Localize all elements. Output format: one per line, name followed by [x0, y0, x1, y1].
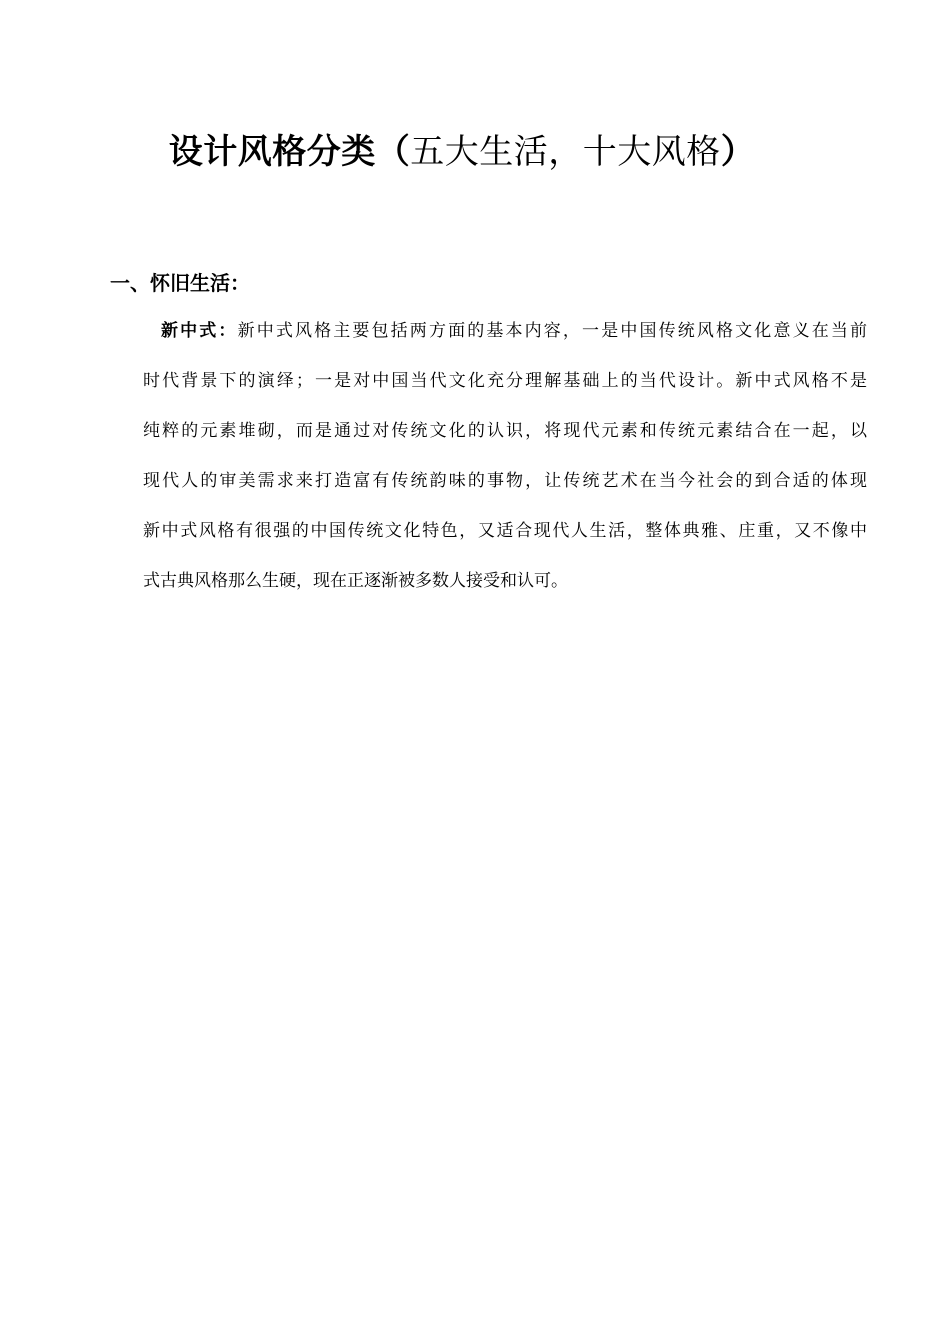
paragraph-line: 式古典风格那么生硬，现在正逐渐被多数人接受和认可。: [143, 571, 568, 591]
title-paren-close: ）: [720, 132, 756, 172]
title-main-text: 设计风格分类: [168, 132, 376, 172]
title-subtitle-text: 五大生活，十大风格: [410, 132, 721, 172]
paragraph-line-text: 新中式风格主要包括两方面的基本内容，一是中国传统风格文化意义在当前: [237, 321, 867, 341]
title-paren-open: （: [375, 132, 411, 172]
body-paragraph: [143, 306, 867, 606]
paragraph-line: 纯粹的元素堆砌，而是通过对传统文化的认识，将现代元素和传统元素结合在一起，以: [143, 421, 867, 441]
paragraph-line: [143, 306, 867, 356]
document-title: [0, 128, 924, 176]
paragraph-line: 时代背景下的演绎；一是对中国当代文化充分理解基础上的当代设计。新中式风格不是: [143, 371, 867, 391]
style-term: 新中式：: [161, 321, 238, 341]
paragraph-line: 现代人的审美需求来打造富有传统韵味的事物，让传统艺术在当今社会的到合适的体现: [143, 471, 867, 491]
section-heading: 一、怀旧生活：: [110, 271, 250, 295]
paragraph-line: 新中式风格有很强的中国传统文化特色，又适合现代人生活，整体典雅、庄重，又不像中: [143, 521, 867, 541]
